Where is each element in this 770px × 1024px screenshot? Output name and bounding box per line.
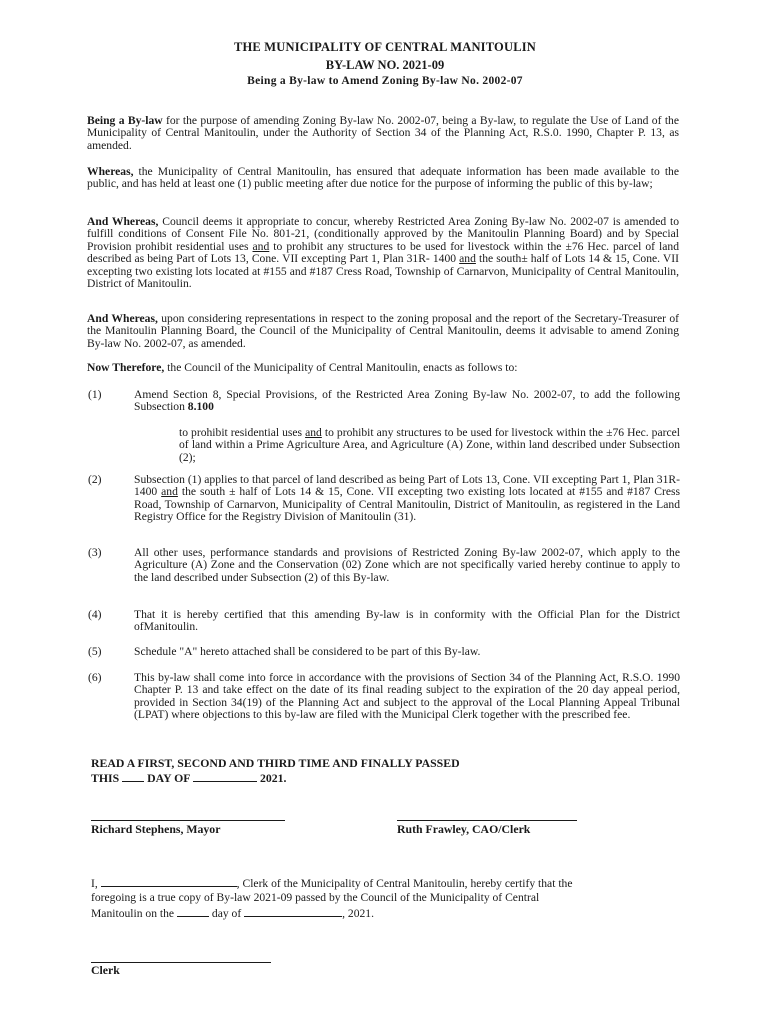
year-label: 2021. (259, 771, 287, 785)
intro-lead: Being a By-law (87, 114, 163, 127)
item-text (134, 389, 680, 414)
underlined-and: and (161, 485, 178, 499)
subsection-text-b: to prohibit any structures to be used for livestock within the ±76 Hec. parcel of land within a Prime Agriculture Area, and Agriculture (A) Zone, within land described under Subsection (2); (179, 426, 680, 464)
item-1-text: Amend Section 8, Special Provisions, of the Restricted Area Zoning By-law No. 2002-07, to add the following Subsection (134, 388, 680, 414)
now-therefore-paragraph (87, 362, 679, 374)
bylaw-subtitle: Being a By-law to Amend Zoning By-law No. 2002-07 (247, 75, 523, 87)
item-2-text-a: Subsection (1) applies to that parcel of land described as being Part of Lots 13, Cone. VII excepting Part 1, Plan 31R-1400 (134, 473, 680, 499)
item-2-text-b: the south ± half of Lots 14 & 15, Cone. VII excepting two existing lots located at #155 and #187 Cress Road, Township of Carnarvon, Municipality of Central Manitoulin, District of Manitoulin, as registered in the Land Registry Office for the Registry Division of Manitoulin (31). (134, 485, 680, 524)
item-number: (2) (88, 473, 102, 486)
intro-paragraph (87, 115, 679, 152)
item-text: Schedule "A" hereto attached shall be considered to be part of this By-law. (134, 645, 481, 658)
subsection-number: 8.100 (187, 400, 214, 414)
and-whereas-text-b: to prohibit any structures to be used for livestock within the ±76 Hec. parcel of land described as being Part of Lots 13, Cone. VII excepting Part 1, Plan 31R- 1400 (87, 239, 679, 266)
day-blank[interactable] (122, 771, 144, 782)
item-text: This by-law shall come into force in accordance with the provisions of Section 34 of the Planning Act, R.S.O. 1990 Chapter P. 13 and take effect on the date of its final reading subject to the expiration of the 20 day appeal period, provided in Section 34(19) of the Planning Act and subject to the approval of the Local Planning Appeal Tribunal (LPAT) where objections to this by-law are filed with the Municipal Clerk together with the prescribed fee. (134, 671, 680, 722)
cert-part1: , Clerk of the Municipality of Central Manitoulin, hereby certify that the (236, 877, 573, 890)
and-whereas-paragraph-1 (87, 216, 679, 290)
item-text: That it is hereby certified that this amending By-law is in conformity with the Official Plan for the District ofManitoulin. (134, 608, 680, 634)
cert-on-the: Manitoulin on the (91, 907, 175, 920)
cert-year: , 2021. (342, 907, 374, 920)
intro-text: for the purpose of amending Zoning By-law No. 2002-07, being a By-law, to regulate the Use of Land of the Municipality of Central Manitoulin, under the Authority of Section 34 of the Planning Act, R.S.0. 1990, Chapter P. 13, as amended. (87, 114, 679, 152)
item-number: (1) (88, 388, 102, 401)
underlined-and: and (252, 239, 270, 253)
item-text (134, 474, 680, 524)
cert-i: I, (91, 877, 98, 890)
now-therefore-lead: Now Therefore, (87, 361, 165, 374)
and-whereas-text-c: the south± half of Lots 14 & 15, Cone. VII excepting two existing lots located at #155 and #187 Cress Road, Township of Carnarvon, Municipality of Central Manitoulin, District of Manitoulin. (87, 252, 680, 291)
cert-day-of: day of (211, 907, 242, 920)
and-whereas-text: upon considering representations in respect to the zoning proposal and the report of the Secretary-Treasurer of the Manitoulin Planning Board, the Council of the Municipality of Central Manitoulin, deems it advisable to amend Zoning By-law No. 2002-07, as amended. (87, 312, 680, 350)
read-passed-line: READ A FIRST, SECOND AND THIRD TIME AND FINALLY PASSED (91, 756, 460, 770)
whereas-lead: Whereas, (87, 165, 134, 178)
now-therefore-text: the Council of the Municipality of Central Manitoulin, enacts as follows to: (164, 361, 518, 374)
whereas-text: the Municipality of Central Manitoulin, has ensured that adequate information has been made available to the public, and has held at least one (1) public meeting after due notice for the purpose of informing the public of this by-law; (87, 165, 679, 191)
certification-line-1 (91, 876, 681, 891)
cert-month-blank[interactable] (244, 906, 342, 917)
underlined-and: and (305, 426, 322, 439)
and-whereas-text-a: Council deems it appropriate to concur, whereby Restricted Area Zoning By-law No. 2002-07 is amended to fulfill conditions of Consent File No. 801-21, (conditionally approved by the Manitoulin Planning Board) and by Special Provision prohibit residential uses (87, 215, 679, 253)
bylaw-number: BY-LAW NO. 2021-09 (325, 58, 445, 72)
certification-line-3 (91, 906, 681, 921)
mayor-name: Richard Stephens, Mayor (91, 822, 221, 836)
subsection-text-a: to prohibit residential uses (179, 426, 306, 439)
municipality-title: THE MUNICIPALITY OF CENTRAL MANITOULIN (233, 40, 537, 54)
clerk-label: Clerk (91, 963, 120, 977)
clerk-cao-signature-line[interactable] (397, 820, 577, 821)
underlined-and: and (459, 252, 476, 266)
day-of-label: DAY OF (147, 771, 191, 785)
and-whereas-paragraph-2 (87, 313, 679, 350)
month-blank[interactable] (193, 771, 257, 782)
clerk-cao-name: Ruth Frawley, CAO/Clerk (397, 822, 531, 836)
item-number: (4) (88, 608, 102, 621)
item-text: All other uses, performance standards and provisions of Restricted Zoning By-law 2002-07, which apply to the Agriculture (A) Zone and the Conservation (02) Zone which are not specifically varied hereby continue to apply to the land described under Subsection (2) of this By-law. (134, 546, 680, 584)
and-whereas-lead-1: And Whereas, (87, 215, 159, 228)
whereas-paragraph (87, 166, 679, 191)
this-day-line (91, 771, 591, 785)
item-number: (5) (88, 645, 102, 658)
this-label: THIS (91, 771, 120, 785)
subsection-text (179, 427, 680, 464)
cert-day-blank[interactable] (177, 906, 209, 917)
item-number: (6) (88, 671, 102, 684)
certification-line-2: foregoing is a true copy of By-law 2021-09 passed by the Council of the Municipality of Central (91, 891, 540, 904)
and-whereas-lead-2: And Whereas, (87, 312, 158, 325)
clerk-name-blank[interactable] (101, 876, 237, 887)
mayor-signature-line[interactable] (91, 820, 285, 821)
item-number: (3) (88, 546, 102, 559)
